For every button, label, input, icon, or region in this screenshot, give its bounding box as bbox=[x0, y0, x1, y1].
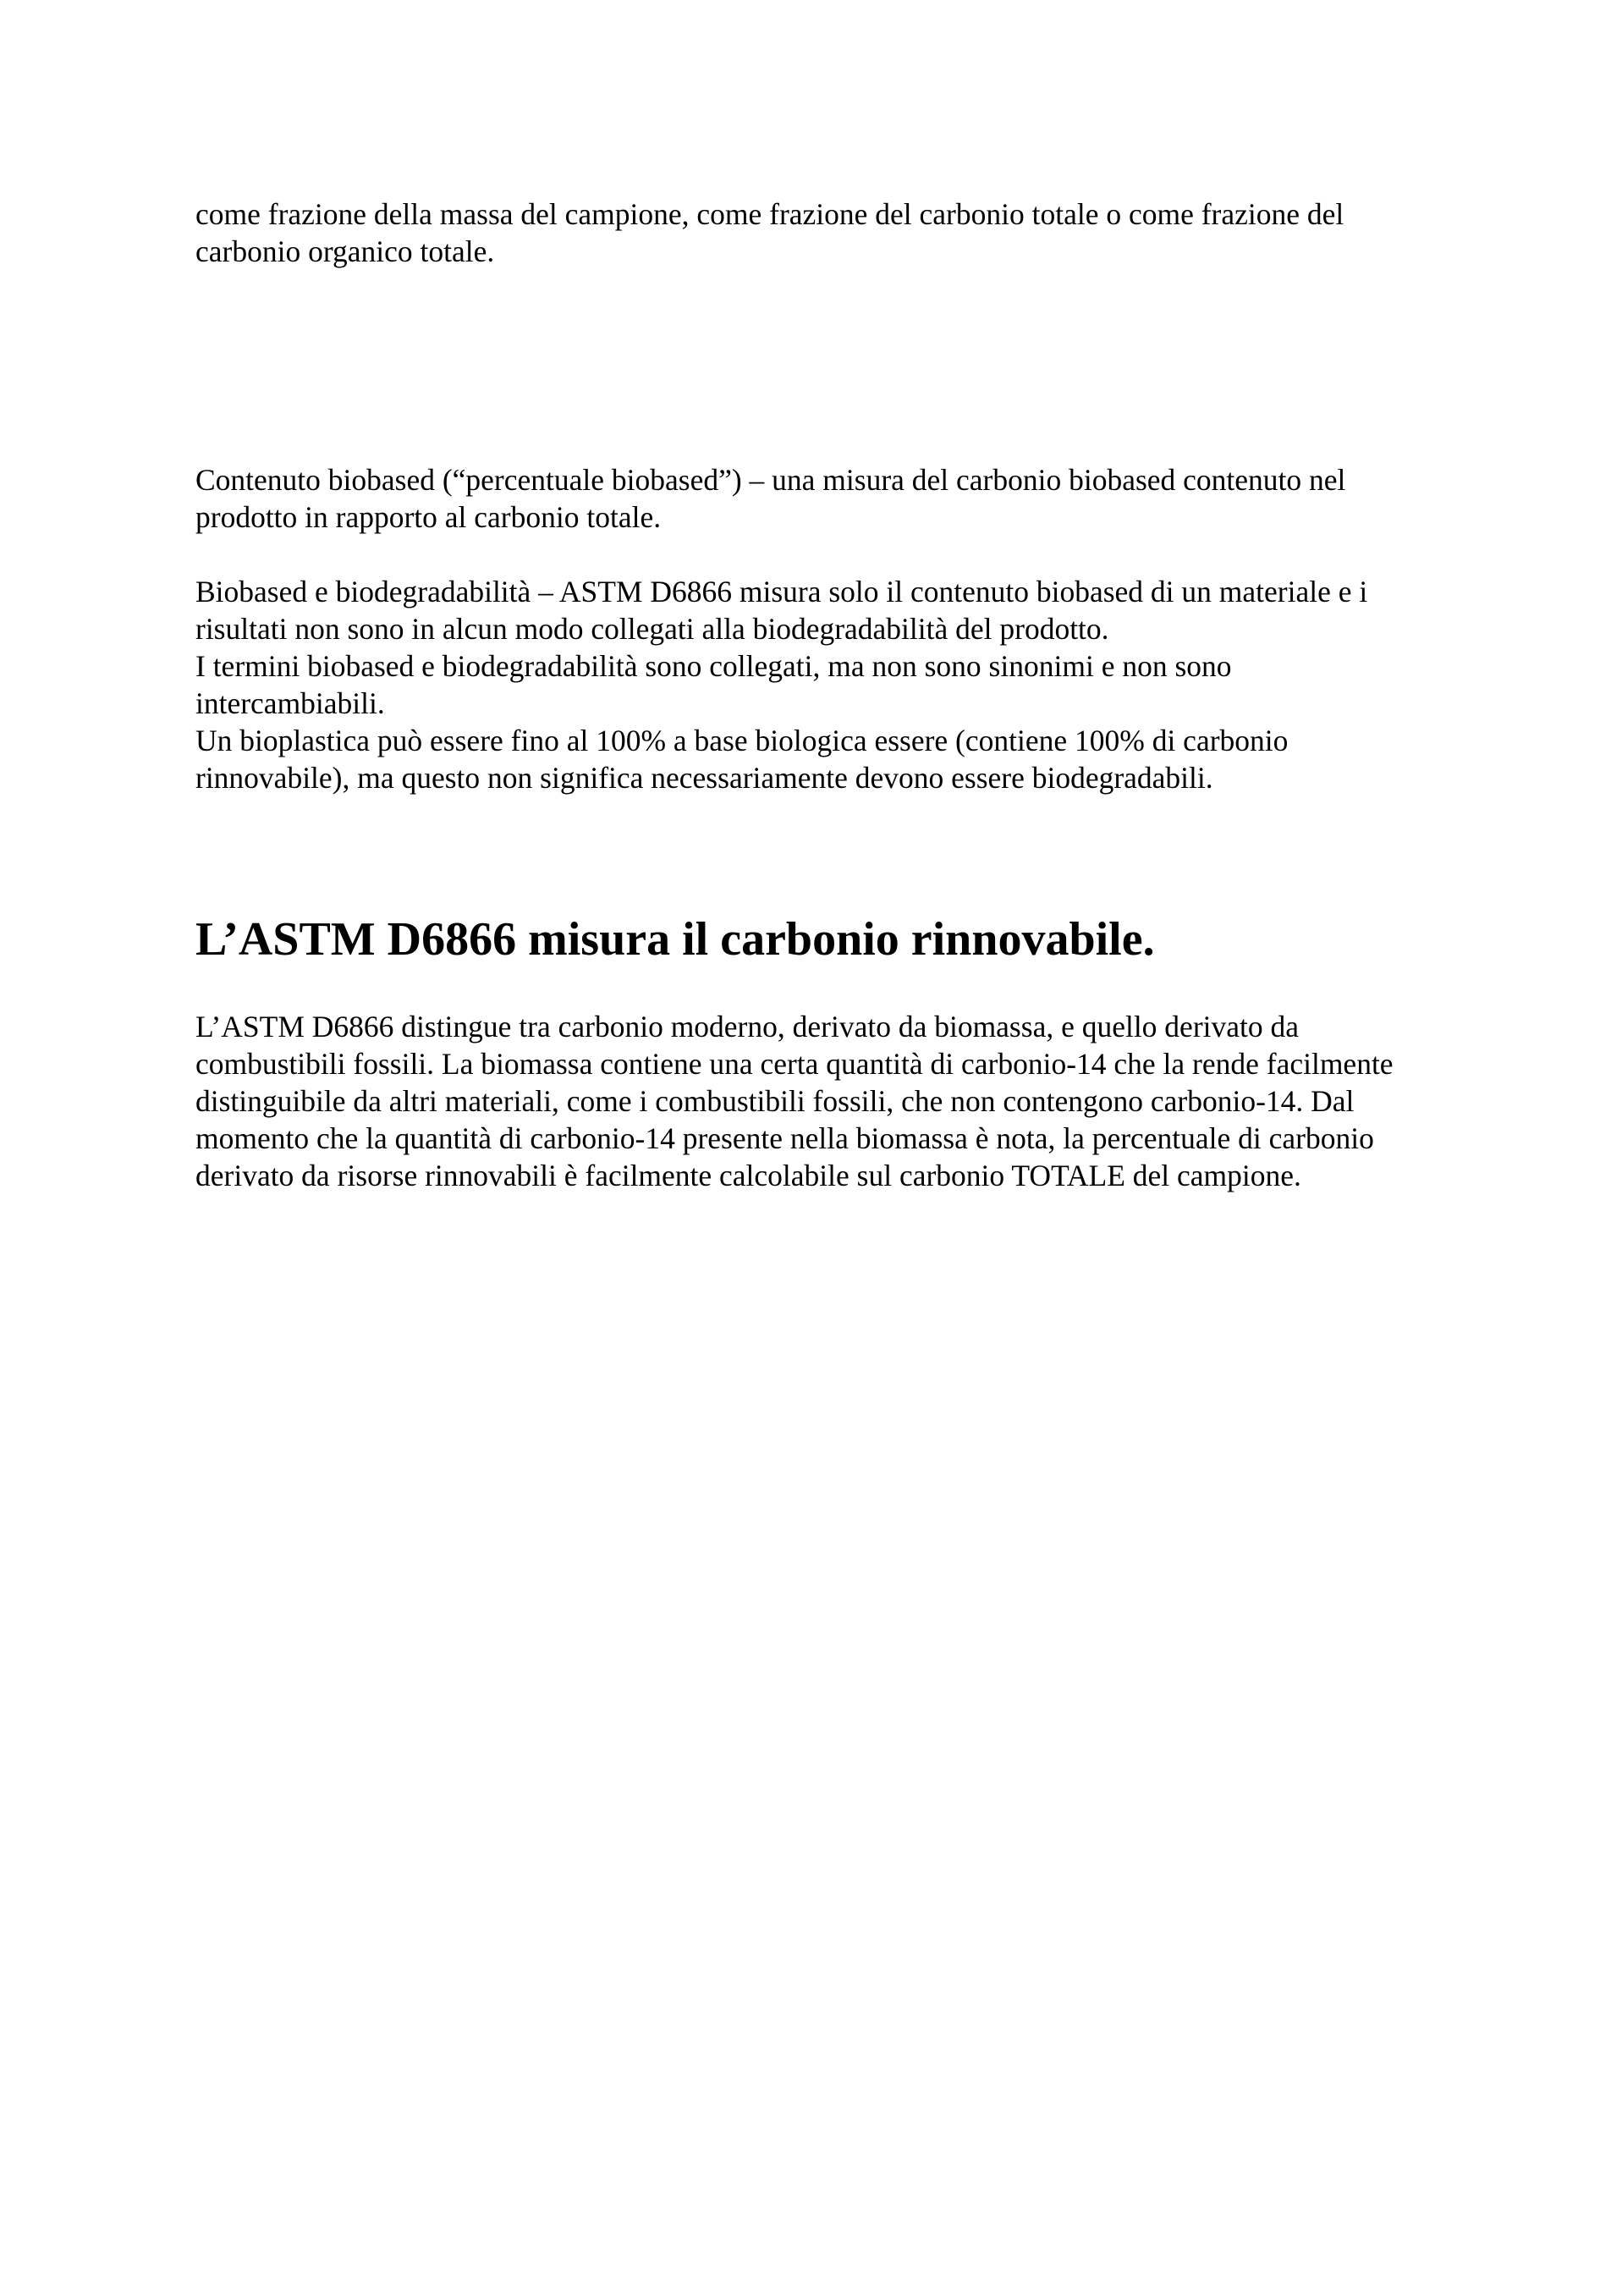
text-line: derivato da risorse rinnovabili è facilmente calcolabile sul carbonio TOTALE del campione. bbox=[195, 1159, 1301, 1192]
section-heading: L’ASTM D6866 misura il carbonio rinnovabile. bbox=[195, 913, 1155, 966]
paragraph-biobased-biodegradabilita bbox=[195, 573, 1515, 796]
text-line: come frazione della massa del campione, come frazione del carbonio totale o come frazione del bbox=[195, 197, 1344, 231]
text-line: risultati non sono in alcun modo collegati alla biodegradabilità del prodotto. bbox=[195, 612, 1109, 646]
paragraph-contenuto-biobased bbox=[195, 461, 1515, 536]
text-line: carbonio organico totale. bbox=[195, 234, 495, 268]
text-line: prodotto in rapporto al carbonio totale. bbox=[195, 500, 662, 534]
text-line: combustibili fossili. La biomassa contiene una certa quantità di carbonio-14 che la rende facilmente bbox=[195, 1047, 1394, 1081]
text-line: Contenuto biobased (“percentuale biobased”) – una misura del carbonio biobased contenuto nel bbox=[195, 463, 1346, 497]
paragraph-continuation bbox=[195, 195, 1515, 270]
text-line: L’ASTM D6866 distingue tra carbonio moderno, derivato da biomassa, e quello derivato da bbox=[195, 1010, 1300, 1043]
text-line: Biobased e biodegradabilità – ASTM D6866 misura solo il contenuto biobased di un materiale e i bbox=[195, 575, 1368, 608]
text-line: momento che la quantità di carbonio-14 presente nella biomassa è nota, la percentuale di carbonio bbox=[195, 1121, 1374, 1155]
text-line: rinnovabile), ma questo non significa necessariamente devono essere biodegradabili. bbox=[195, 761, 1213, 795]
text-line: Un bioplastica può essere fino al 100% a base biologica essere (contiene 100% di carbonio bbox=[195, 724, 1289, 757]
text-line: distinguibile da altri materiali, come i combustibili fossili, che non contengono carbonio-14. Dal bbox=[195, 1084, 1355, 1118]
text-line: intercambiabili. bbox=[195, 686, 385, 720]
text-line: I termini biobased e biodegradabilità sono collegati, ma non sono sinonimi e non sono bbox=[195, 649, 1232, 683]
paragraph-astm-d6866 bbox=[195, 1008, 1515, 1194]
